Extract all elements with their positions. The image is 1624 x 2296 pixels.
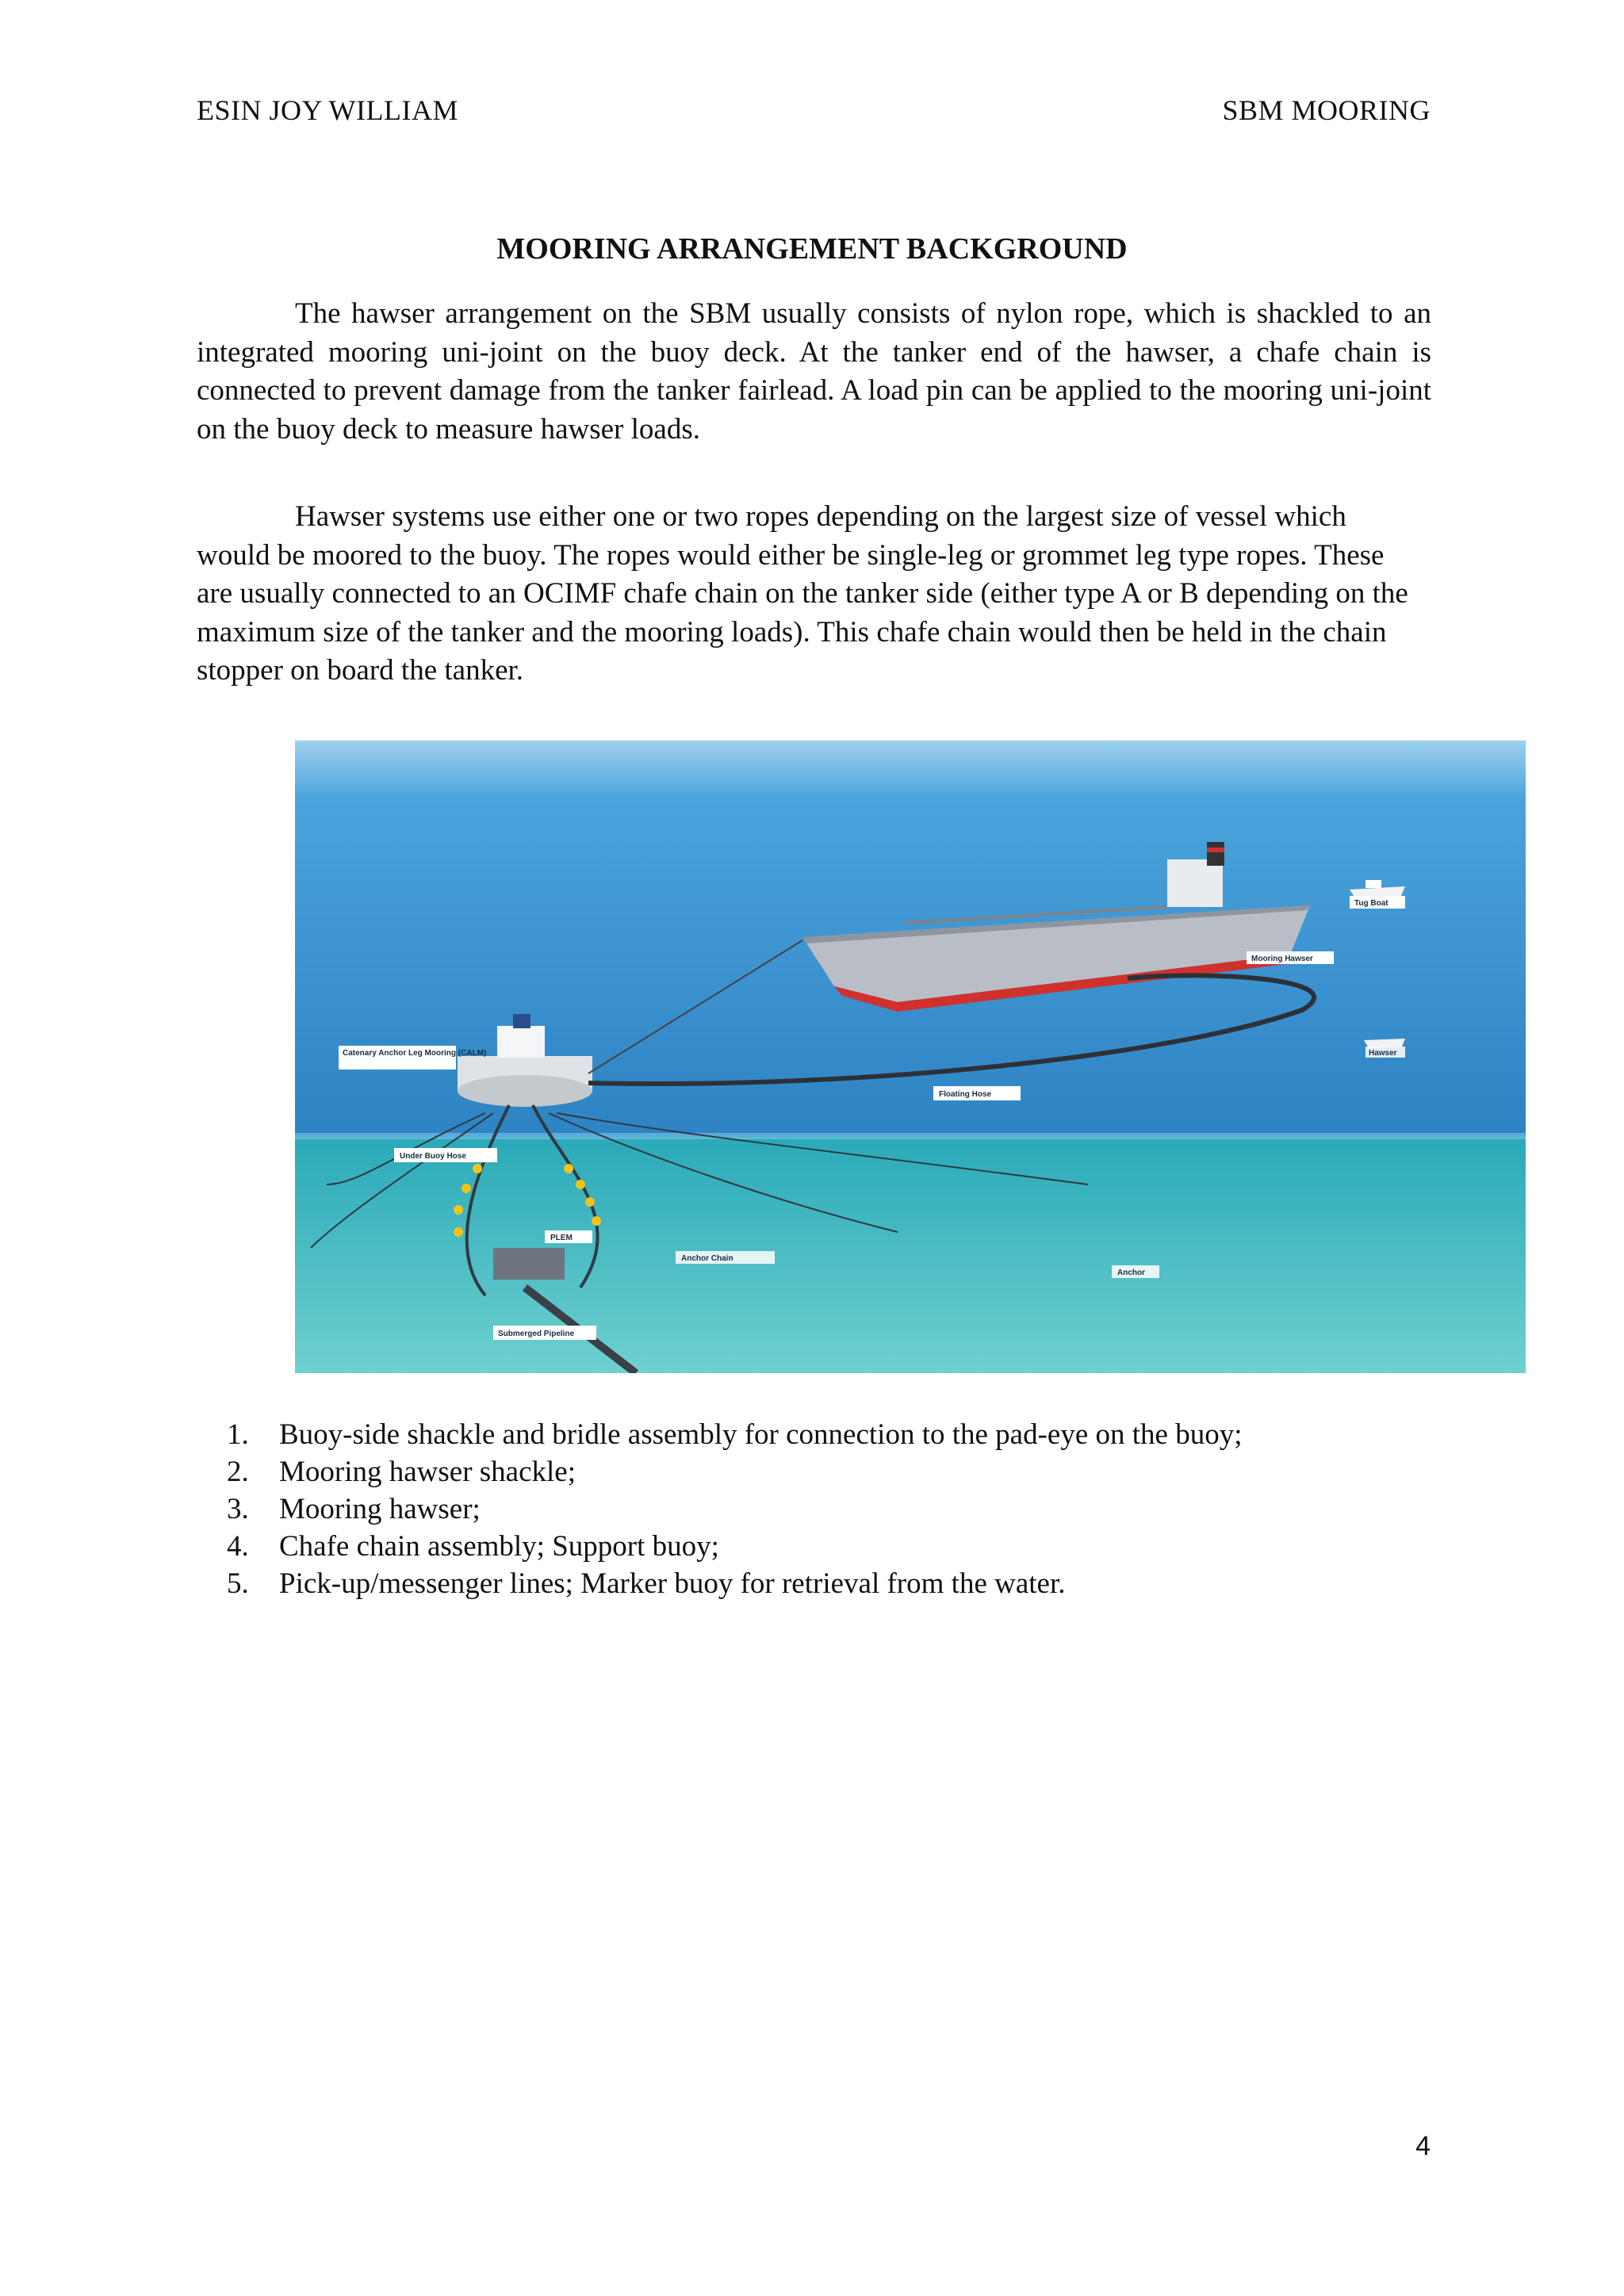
hawser-label: Hawser	[1369, 1049, 1397, 1058]
page-number: 4	[1415, 2131, 1431, 2161]
components-list	[227, 1416, 1243, 1602]
submerged-pipeline-label: Submerged Pipeline	[498, 1330, 575, 1338]
hawser-coupling-label: Mooring Hawser	[1251, 955, 1313, 963]
floating-hose-label: Floating Hose	[939, 1090, 992, 1099]
sbm-mooring-figure	[295, 740, 1526, 1373]
list-item	[227, 1565, 1243, 1602]
plem-label: PLEM	[550, 1234, 573, 1242]
list-text: Pick-up/messenger lines; Marker buoy for retrieval from the water.	[279, 1567, 1066, 1600]
header-author: ESIN JOY WILLIAM	[197, 94, 458, 126]
list-number: 5.	[227, 1567, 249, 1600]
list-number: 4.	[227, 1530, 249, 1563]
list-item	[227, 1528, 1243, 1565]
header-title: SBM MOORING	[1222, 94, 1431, 126]
list-number: 1.	[227, 1418, 249, 1451]
list-text: Buoy-side shackle and bridle assembly for connection to the pad-eye on the buoy;	[279, 1418, 1243, 1451]
list-number: 2.	[227, 1456, 249, 1488]
list-text: Chafe chain assembly; Support buoy;	[279, 1530, 719, 1563]
under-buoy-hose-label: Under Buoy Hose	[400, 1152, 466, 1161]
tug-boat-label: Tug Boat	[1354, 899, 1388, 908]
anchor-label: Anchor	[1117, 1269, 1145, 1277]
list-item	[227, 1416, 1243, 1453]
anchor-chain-label: Anchor Chain	[681, 1254, 733, 1263]
list-item	[227, 1490, 1243, 1528]
list-text: Mooring hawser shackle;	[279, 1456, 576, 1488]
paragraph-2: Hawser systems use either one or two ropes depending on the largest size of vessel which would be moored to the buoy. The ropes would either be single-leg or grommet leg type ropes. These are usually connected to an OCIMF chafe chain on the tanker side (either type A or B depending on the maximum size of the tanker and the mooring loads). This chafe chain would then be held in the chain stopper on board the tanker.	[197, 500, 1408, 687]
list-item	[227, 1453, 1243, 1490]
calm-label: Catenary Anchor Leg Mooring (CALM)	[343, 1049, 487, 1058]
paragraph-1: The hawser arrangement on the SBM usually consists of nylon rope, which is shackled to an integrated mooring uni-joint on the buoy deck. At the tanker end of the hawser, a chafe chain is connected to prevent damage from the tanker fairlead. A load pin can be applied to the mooring uni-joint on the buoy deck to measure hawser loads.	[197, 297, 1431, 446]
plem	[493, 1248, 565, 1280]
list-text: Mooring hawser;	[279, 1493, 481, 1525]
list-number: 3.	[227, 1493, 249, 1525]
section-title: MOORING ARRANGEMENT BACKGROUND	[496, 232, 1128, 266]
